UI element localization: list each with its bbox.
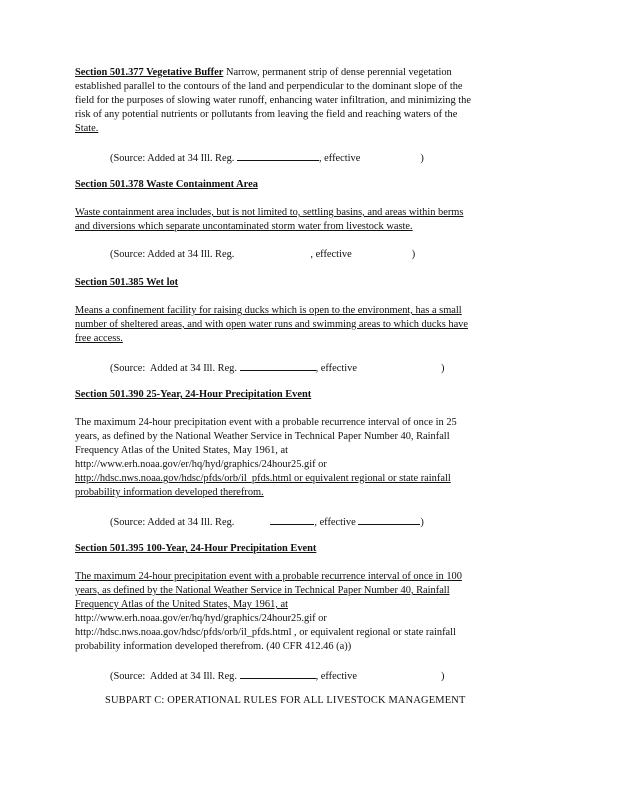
effective-label: , effective: [310, 249, 352, 260]
subpart-title: SUBPART C: OPERATIONAL RULES FOR ALL LIVESTOCK MANAGEMENT: [105, 695, 466, 706]
close-paren: ): [420, 517, 424, 528]
url-line[interactable]: http://www.erh.noaa.gov/er/hq/hyd/graphics/24hour25.gif or: [75, 459, 327, 470]
body-line: State.: [75, 123, 99, 134]
body-line: established parallel to the contours of the land and perpendicular to the dominant slope of the: [75, 81, 463, 92]
blank-line: [240, 668, 316, 679]
effective-label: , effective: [318, 153, 361, 164]
body-line: Waste containment area includes, but is not limited to, settling basins, and areas within berms: [75, 207, 464, 218]
body-line: field for the purposes of slowing water runoff, enhancing water infiltration, and minimizing the: [75, 95, 471, 106]
body-line: Frequency Atlas of the United States, May 1961, at: [75, 445, 288, 456]
body-line: years, as defined by the National Weather Service in Technical Paper Number 40, Rainfall: [75, 431, 450, 442]
close-paren: ): [420, 153, 424, 164]
section-heading: Section 501.385 Wet lot: [75, 277, 179, 288]
body-line: probability information developed therefrom.: [75, 487, 264, 498]
section-heading: Section 501.395 100-Year, 24-Hour Precipitation Event: [75, 543, 317, 554]
body-line: and diversions which separate uncontaminated storm water from livestock waste.: [75, 221, 413, 232]
blank-line: [237, 150, 319, 161]
body-line: years, as defined by the National Weather Service in Technical Paper Number 40, Rainfall: [75, 585, 450, 596]
body-line: Means a confinement facility for raising ducks which is open to the environment, has a small: [75, 305, 462, 316]
section-501-377: [75, 66, 545, 136]
section-501-378: [75, 178, 545, 192]
close-paren: ): [440, 671, 445, 682]
source-label: (Source: Added at 34 Ill. Reg.: [110, 517, 235, 528]
body-line: risk of any potential nutrients or pollutants from leaving the field and reaching waters of the: [75, 109, 458, 120]
url-line[interactable]: http://hdsc.nws.noaa.gov/hdsc/pfds/orb/il_pfds.html , or equivalent regional or state rainfall: [75, 627, 456, 638]
section-501-378-body: [75, 206, 545, 234]
source-label: (Source: Added at 34 Ill. Reg.: [110, 249, 235, 260]
url-line[interactable]: http://hdsc.nws.noaa.gov/hdsc/pfds/orb/il_pfds.html or equivalent regional or state rainfall: [75, 473, 451, 484]
effective-label: , effective: [314, 517, 356, 528]
source-note: [110, 248, 415, 262]
source-note: [110, 514, 424, 530]
section-501-395-body: [75, 570, 545, 654]
close-paren: ): [440, 363, 445, 374]
section-lead-text: Narrow, permanent strip of dense perennial vegetation: [223, 67, 452, 78]
url-line[interactable]: http://www.erh.noaa.gov/er/hq/hyd/graphics/24hour25.gif or: [75, 613, 327, 624]
body-line: Frequency Atlas of the United States, May 1961, at: [75, 599, 288, 610]
source-note: [110, 668, 444, 684]
body-line: probability information developed therefrom. (40 CFR 412.46 (a)): [75, 641, 352, 652]
blank-line: [270, 514, 314, 525]
effective-label: , effective: [315, 363, 357, 374]
effective-label: , effective: [315, 671, 357, 682]
section-heading: Section 501.390 25-Year, 24-Hour Precipitation Event: [75, 389, 312, 400]
source-note: [110, 360, 444, 376]
body-line: number of sheltered areas, and with open water runs and swimming areas to which ducks have: [75, 319, 468, 330]
section-heading: Section 501.378 Waste Containment Area: [75, 179, 258, 190]
body-line: The maximum 24-hour precipitation event with a probable recurrence interval of once in 100: [75, 571, 462, 582]
source-label: (Source: Added at 34 Ill. Reg.: [110, 153, 235, 164]
section-501-390-body: [75, 416, 545, 500]
section-501-385: [75, 276, 545, 290]
blank-line: [240, 360, 316, 371]
section-501-395: [75, 542, 545, 556]
body-line: The maximum 24-hour precipitation event with a probable recurrence interval of once in 25: [75, 417, 457, 428]
section-501-385-body: [75, 304, 545, 346]
source-label: (Source: Added at 34 Ill. Reg.: [110, 671, 237, 682]
body-line: free access.: [75, 333, 123, 344]
section-heading: Section 501.377 Vegetative Buffer: [75, 67, 224, 78]
close-paren: ): [411, 249, 416, 260]
section-501-390: [75, 388, 545, 402]
blank-line: [358, 514, 420, 525]
source-label: (Source: Added at 34 Ill. Reg.: [110, 363, 237, 374]
source-note: [110, 150, 424, 166]
